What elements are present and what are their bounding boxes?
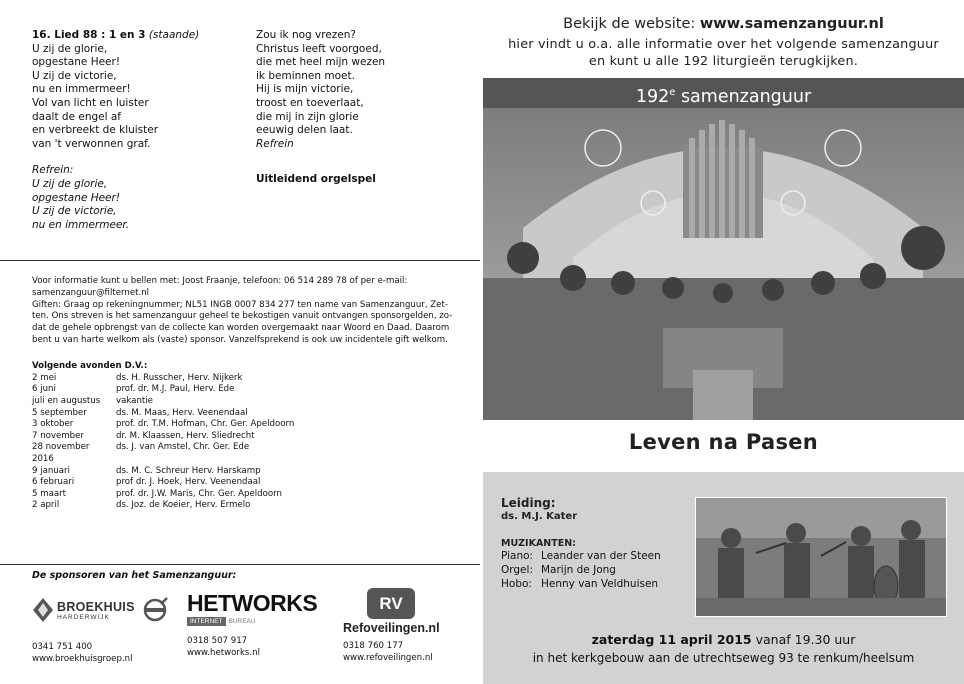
sponsors-title: De sponsoren van het Samenzanguur: — [32, 570, 237, 581]
schedule-date: 6 februari — [32, 477, 75, 488]
edition-label: samenzanguur — [675, 86, 812, 107]
broekhuis-diamond-icon — [32, 597, 54, 623]
event-date-bold: zaterdag 11 april 2015 — [591, 632, 752, 647]
edition-banner — [483, 78, 964, 108]
schedule-row — [32, 408, 294, 420]
schedule-date: 6 juni — [32, 384, 56, 395]
refrain — [32, 178, 199, 232]
leiding-name: ds. M.J. Kater — [501, 511, 578, 522]
verse-line: van 't verwonnen graf. — [32, 137, 151, 150]
verse-line: en verbreekt de kluister — [32, 124, 159, 137]
verse-line: Hij is mijn victorie, — [256, 83, 354, 96]
event-details-panel — [483, 472, 964, 684]
sponsor-broekhuis — [32, 592, 172, 666]
edition-sup: e — [669, 87, 676, 98]
info-line: ten. Ons streven is het samenzanguur geheel te bekostigen vanuit ontvangen sponsorgelden, zo- — [32, 311, 453, 322]
schedule-date: 2 april — [32, 500, 60, 511]
event-title: Leven na Pasen — [628, 430, 819, 454]
schedule-date: 5 maart — [32, 488, 67, 499]
hymn-column-left — [32, 29, 199, 232]
schedule-speaker: vakantie — [116, 395, 153, 406]
info-line: bent u van harte welkom als (vaste) sponsor. Vanzelfsprekend is ook uw incidentele gift welkom. — [32, 334, 448, 345]
info-block — [32, 276, 472, 347]
broekhuis-site[interactable]: www.broekhuisgroep.nl — [32, 653, 133, 664]
schedule-date: 28 november — [32, 442, 90, 453]
musician-name: Leander van der Steen — [541, 550, 661, 562]
orchestra-photo — [695, 497, 947, 617]
volvo-icon — [141, 596, 169, 624]
schedule-date: 9 januari — [32, 465, 70, 476]
schedule-date: juli en augustus — [32, 395, 101, 406]
refrain-line: U zij de victorie, — [32, 205, 117, 218]
schedule-date: 5 september — [32, 407, 87, 418]
schedule-row — [32, 384, 294, 396]
schedule-speaker: ds. J. van Amstel, Chr. Ger. Ede — [116, 442, 250, 453]
verse-line: Vol van licht en luister — [32, 96, 149, 109]
church-photo — [483, 108, 964, 420]
verse-line: ik beminnen moet. — [256, 69, 355, 82]
hymn-number: 16. Lied 88 : 1 en 3 — [32, 29, 146, 41]
refrain-line: opgestane Heer! — [32, 191, 121, 204]
schedule-row — [32, 419, 294, 431]
musicians-block — [501, 538, 661, 591]
schedule-speaker — [116, 454, 294, 466]
website-line-1 — [483, 16, 964, 32]
verse-line: nu en immermeer! — [32, 83, 131, 96]
schedule-row — [32, 431, 294, 443]
refrain-label: Refrein: — [32, 164, 74, 177]
schedule-row — [32, 466, 294, 478]
divider-bottom — [0, 564, 480, 565]
broekhuis-phone: 0341 751 400 — [32, 642, 93, 652]
info-line: Voor informatie kunt u bellen met: Joost Fraanje, telefoon: 06 514 289 78 of per e-mail: — [32, 276, 408, 286]
refrain-line: nu en immermeer. — [32, 218, 130, 231]
schedule-row — [32, 373, 294, 385]
info-line: Giften: Graag op rekeningnummer; NL51 INGB 0007 834 277 ten name van Samenzanguur, Zet- — [32, 299, 448, 310]
musician-row — [501, 563, 661, 577]
refoveilingen-phone: 0318 760 177 — [343, 641, 404, 651]
event-date — [483, 632, 964, 647]
verse-line: Zou ik nog vrezen? — [256, 29, 356, 41]
event-venue: in het kerkgebouw aan de utrechtseweg 93 te renkum/heelsum — [532, 651, 915, 665]
verse-line: daalt de engel af — [32, 110, 121, 123]
website-url[interactable]: www.samenzanguur.nl — [699, 16, 884, 32]
schedule-speaker: ds. M. Maas, Herv. Veenendaal — [116, 407, 248, 418]
schedule-date: 3 oktober — [32, 419, 74, 430]
leiding-label: Leiding: — [501, 496, 556, 510]
musician-row — [501, 549, 661, 563]
church-interior-image — [483, 108, 964, 420]
verse-line: die mij in zijn glorie — [256, 110, 359, 123]
verse-line: eeuwig delen laat. — [256, 124, 353, 137]
schedule-speaker: prof dr. J. Hoek, Herv. Veenendaal — [116, 477, 261, 488]
schedule-date: 2 mei — [32, 372, 57, 383]
edition-number: 192 — [635, 86, 670, 107]
musician-name: Marijn de Jong — [541, 564, 616, 576]
refrain-line: U zij de glorie, — [32, 177, 108, 190]
schedule-row — [32, 500, 294, 512]
schedule-speaker: prof. dr. J.W. Maris, Chr. Ger. Apeldoorn — [116, 488, 282, 499]
schedule-date: 7 november — [32, 430, 84, 441]
hetworks-phone: 0318 507 917 — [187, 636, 248, 646]
sponsor-refoveilingen — [343, 588, 483, 665]
schedule-speaker: ds. M. C. Schreur Herv. Harskamp — [116, 465, 261, 476]
schedule-speaker: prof. dr. T.M. Hofman, Chr. Ger. Apeldoorn — [116, 419, 295, 430]
musician-name: Henny van Veldhuisen — [541, 578, 659, 590]
hymn-column-right — [256, 29, 385, 187]
refoveilingen-badge: RV — [367, 588, 415, 619]
schedule-speaker: dr. M. Klaassen, Herv. Sliedrecht — [116, 430, 255, 441]
verse-line: troost en toeverlaat, — [256, 96, 364, 109]
refoveilingen-site[interactable]: www.refoveilingen.nl — [343, 652, 433, 663]
verse-line: U zij de glorie, — [32, 42, 108, 55]
info-line: dat de gehele opbrengst van de collecte kan worden overgemaakt naar Woord en Daad. Daarom — [32, 323, 450, 334]
verse-1 — [32, 43, 199, 152]
schedule-row — [32, 396, 294, 408]
hetworks-sub2: BUREAU — [228, 618, 256, 625]
website-line-2: hier vindt u o.a. alle informatie over het volgende samenzanguur — [508, 37, 939, 52]
hetworks-sub: INTERNET — [187, 617, 226, 626]
musician-role: Orgel: — [501, 564, 533, 576]
schedule-row — [32, 489, 294, 501]
schedule-row — [32, 477, 294, 489]
info-line: samenzanguur@filternet.nl — [32, 287, 150, 298]
broekhuis-sub: HARDERWIJK — [57, 613, 110, 621]
musician-role: Piano: — [501, 550, 534, 562]
musician-row — [501, 577, 661, 591]
schedule-table — [32, 373, 294, 512]
schedule-title: Volgende avonden D.V.: — [32, 361, 148, 371]
musicians-list — [501, 549, 661, 591]
schedule-row — [32, 442, 294, 454]
musician-role: Hobo: — [501, 578, 532, 590]
website-line-3: en kunt u alle 192 liturgieën terugkijken. — [588, 54, 859, 69]
orchestra-image — [696, 498, 946, 616]
website-prefix: Bekijk de website: — [563, 16, 700, 32]
verse-line: U zij de victorie, — [32, 69, 117, 82]
hymn-heading — [32, 29, 199, 43]
schedule — [32, 361, 294, 512]
schedule-speaker: ds. Joz. de Koeier, Herv. Ermelo — [116, 500, 251, 511]
verse-line: Christus leeft voorgoed, — [256, 42, 382, 55]
verse3-refrain: Refrein — [256, 137, 294, 150]
closing-organ: Uitleidend orgelspel — [256, 173, 376, 186]
divider-top — [0, 260, 480, 261]
schedule-row — [32, 454, 294, 466]
schedule-speaker: prof. dr. M.J. Paul, Herv. Ede — [116, 384, 235, 395]
leiding-block — [501, 496, 577, 522]
hetworks-site[interactable]: www.hetworks.nl — [187, 647, 260, 658]
event-time: vanaf 19.30 uur — [751, 632, 856, 647]
verse-line: opgestane Heer! — [32, 56, 121, 69]
broekhuis-wordmark: BROEKHUIS — [57, 599, 135, 614]
sponsor-hetworks — [187, 590, 327, 660]
verse-3 — [256, 29, 385, 138]
refoveilingen-wordmark: Refoveilingen.nl — [343, 621, 440, 635]
hetworks-wordmark: HETWORKS — [187, 590, 318, 616]
broekhuis-logo — [32, 592, 172, 628]
schedule-date: 2016 — [32, 453, 54, 464]
musicians-label: MUZIKANTEN: — [501, 538, 576, 549]
schedule-speaker: ds. H. Russcher, Herv. Nijkerk — [116, 372, 243, 383]
hymn-note: (staande) — [148, 29, 200, 41]
verse-line: die met heel mijn wezen — [256, 56, 386, 69]
